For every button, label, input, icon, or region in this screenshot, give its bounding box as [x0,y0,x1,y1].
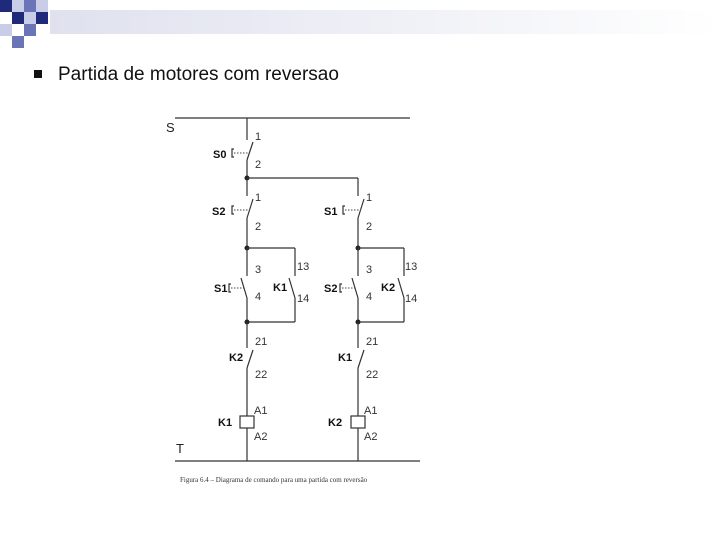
k2-seal-terminal-14: 14 [405,293,418,305]
k1-coil-terminal-a2: A2 [254,431,268,443]
k2-interlock-label: K2 [229,352,244,364]
k1-interlock-terminal-22: 22 [366,369,379,381]
k1-interlock-label: K1 [338,352,353,364]
k1-seal-contact [289,278,295,298]
s0-contact [247,142,253,160]
s1-start-terminal-4: 4 [255,291,262,303]
s2-start-terminal-4: 4 [366,291,373,303]
k1-coil-label: K1 [218,417,233,429]
k1-seal-terminal-14: 14 [297,293,310,305]
rail-s-label: S [166,120,175,135]
s2-stop-label: S2 [212,206,226,218]
k1-coil [240,416,254,428]
s1-stop-terminal-2: 2 [366,221,373,233]
k1-interlock-contact [358,350,364,368]
s0-terminal-1: 1 [255,131,262,143]
header-decoration [0,0,720,50]
s1-start-button-icon [229,284,231,292]
s1-stop-button-icon [343,206,345,214]
slide-title-text: Partida de motores com reversao [58,64,339,85]
s0-button-icon [232,149,234,157]
k2-interlock-terminal-22: 22 [255,369,268,381]
k2-interlock-terminal-21: 21 [255,336,268,348]
k1-coil-terminal-a1: A1 [254,405,268,417]
s2-start-terminal-3: 3 [366,264,373,276]
s2-start-button-icon [340,284,342,292]
k2-coil [351,416,365,428]
k1-seal-label: K1 [273,282,288,294]
k2-seal-label: K2 [381,282,396,294]
s2-stop-terminal-2: 2 [255,221,262,233]
s1-start-label: S1 [214,283,228,295]
s2-stop-contact [247,199,253,218]
figure-caption: Figura 6.4 – Diagrama de comando para uma partida com reversão [180,476,368,484]
k1-interlock-terminal-21: 21 [366,336,379,348]
k2-seal-contact [398,278,404,298]
s0-terminal-2: 2 [255,159,262,171]
s2-stop-button-icon [232,206,234,214]
k2-interlock-contact [247,350,253,368]
k1-seal-terminal-13: 13 [297,261,310,273]
k2-coil-terminal-a2: A2 [364,431,378,443]
k2-coil-label: K2 [328,417,343,429]
control-circuit-diagram [160,110,430,495]
s2-start-label: S2 [324,283,338,295]
rail-t-label-visible: T [176,441,184,456]
k2-seal-terminal-13: 13 [405,261,418,273]
s1-stop-label: S1 [324,206,338,218]
s1-start-terminal-3: 3 [255,264,262,276]
s1-stop-terminal-1: 1 [366,192,373,204]
s1-stop-contact [358,199,364,218]
k2-coil-terminal-a1: A1 [364,405,378,417]
s2-stop-terminal-1: 1 [255,192,262,204]
s0-label: S0 [213,149,227,161]
bullet-icon [34,70,42,78]
